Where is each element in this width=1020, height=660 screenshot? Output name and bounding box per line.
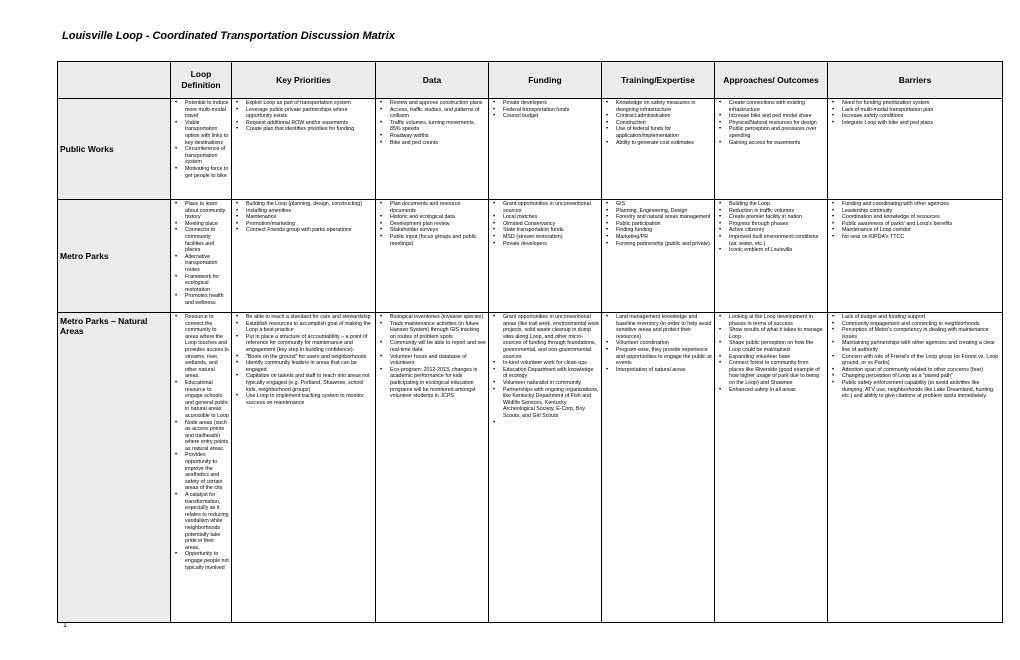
bullet-list bbox=[604, 201, 712, 247]
bullet-item: • Connector to community facilities and places bbox=[182, 227, 229, 253]
bullet-item: • Exploit Loop as part of transportation system bbox=[243, 100, 373, 107]
bullet-item: • Traffic volumes, turning movements, 85% speeds bbox=[387, 120, 486, 133]
bullet-item: • Resource to connect the community to areas where the Loop touches and provides access to streams, river, wetlands, and other natural areas. bbox=[182, 314, 229, 380]
bullet-item: • Marketing/PR bbox=[613, 234, 712, 241]
bullet-item: • Capitalize on talents and staff to reach into areas not typically engaged (e.g. Portland, Shawnee, school kids, neighborhood groups) bbox=[243, 373, 373, 393]
bullet-item: • Create plan that identifies priorities for funding bbox=[243, 126, 373, 133]
bullet-item: • Opportunity to engage people not typically involved bbox=[182, 551, 229, 571]
bullet-item: • Forestry and natural areas management bbox=[613, 214, 712, 221]
bullet-item: • Show results of what it takes to manage Loop bbox=[726, 327, 825, 340]
bullet-list bbox=[491, 201, 599, 247]
bullet-item: • Development plan review bbox=[387, 221, 486, 228]
bullet-item: • Biological inventories (invasive species) bbox=[387, 314, 486, 321]
bullet-item: • Historic and ecological data bbox=[387, 214, 486, 221]
document-title: Louisville Loop - Coordinated Transportation Discussion Matrix bbox=[62, 30, 395, 42]
bullet-list bbox=[604, 314, 712, 373]
bullet-list bbox=[378, 314, 486, 400]
table-cell bbox=[715, 200, 828, 313]
table-cell bbox=[489, 313, 602, 623]
bullet-list bbox=[491, 100, 599, 120]
table-cell bbox=[376, 200, 489, 313]
table-row bbox=[58, 200, 1003, 313]
bullet-item: • Volunteer naturalist in community bbox=[500, 380, 599, 387]
bullet-list bbox=[173, 201, 229, 307]
bullet-item: • Promotes health and wellness bbox=[182, 293, 229, 306]
bullet-list bbox=[378, 100, 486, 146]
bullet-list bbox=[173, 100, 229, 179]
bullet-list bbox=[234, 314, 373, 406]
row-header: Metro Parks – Natural Areas bbox=[58, 313, 171, 623]
bullet-item: • Contract administration bbox=[613, 113, 712, 120]
bullet-item: • Private developers bbox=[500, 241, 599, 248]
bullet-item: • Concern with role of Friend's of the Loop group (or Forest vs. Loop ground, or vs Parks) bbox=[839, 354, 1000, 367]
corner-cell bbox=[58, 62, 171, 99]
bullet-item: • Knowledge on safety measures in designing infrastructure bbox=[613, 100, 712, 113]
bullet-item: • Lack of budget and funding support bbox=[839, 314, 1000, 321]
table-row bbox=[58, 313, 1003, 623]
bullet-item: • Review and approve construction plans bbox=[387, 100, 486, 107]
row-header: Metro Parks bbox=[58, 200, 171, 313]
bullet-item: • Identify community leaders in areas that can be engaged bbox=[243, 360, 373, 373]
bullet-item: • Funding and coordinating with other agencies bbox=[839, 201, 1000, 208]
bullet-item: • Changing perception of Loop as a "paved path" bbox=[839, 373, 1000, 380]
bullet-item: • Active citizenry bbox=[726, 227, 825, 234]
bullet-item: • Motivating force to get people to bike bbox=[182, 166, 229, 179]
bullet-item: • Building the Loop (planning, design, constructing) bbox=[243, 201, 373, 208]
bullet-list bbox=[717, 100, 825, 146]
bullet-list bbox=[830, 314, 1000, 400]
bullet-item: • Leadership continuity bbox=[839, 208, 1000, 215]
bullet-item: • Stakeholder surveys bbox=[387, 227, 486, 234]
bullet-item: • Access, traffic studies, and patterns of collision bbox=[387, 107, 486, 120]
bullet-item: • Gaining access for easements bbox=[726, 140, 825, 147]
bullet-item: • Establish resources to accomplish goal of making the Loop a best practice bbox=[243, 321, 373, 334]
table-cell bbox=[171, 313, 232, 623]
table-cell bbox=[602, 313, 715, 623]
bullet-item: • Private developers bbox=[500, 100, 599, 107]
table-row bbox=[58, 99, 1003, 200]
bullet-item: • Public input (focus groups and public meetings) bbox=[387, 234, 486, 247]
bullet-item: • Federal transportation funds bbox=[500, 107, 599, 114]
bullet-item: • Maintenance bbox=[243, 214, 373, 221]
bullet-list bbox=[173, 314, 229, 571]
header-row bbox=[58, 62, 1003, 99]
bullet-item: • Need for funding prioritization system bbox=[839, 100, 1000, 107]
bullet-item: • Grant opportunities in unconventional sources bbox=[500, 201, 599, 214]
bullet-list bbox=[234, 201, 373, 234]
bullet-item: • Use of federal funds for application/implementation bbox=[613, 126, 712, 139]
bullet-item: • Coordination and knowledge of resources bbox=[839, 214, 1000, 221]
page-number: 1 bbox=[63, 622, 67, 629]
table-cell bbox=[232, 99, 376, 200]
bullet-item: • Ability to generate cost estimates bbox=[613, 140, 712, 147]
bullet-item: • Framework for ecological restoration bbox=[182, 274, 229, 294]
table-cell bbox=[171, 99, 232, 200]
bullet-item: • Attention span of community related to other concerns (fear) bbox=[839, 367, 1000, 374]
table-cell bbox=[232, 313, 376, 623]
bullet-item: • No seat on KIPDA's TTCC bbox=[839, 234, 1000, 241]
bullet-item: • Use Loop to implement tracking system to monitor success on maintenance bbox=[243, 393, 373, 406]
bullet-item: • Community engagement and connecting to neighborhoods bbox=[839, 321, 1000, 328]
bullet-item: • Promotion/marketing bbox=[243, 221, 373, 228]
bullet-item: • MSD (stream restoration) bbox=[500, 234, 599, 241]
bullet-item: • Alternative transportation routes bbox=[182, 254, 229, 274]
bullet-item: • Physical/Natural resources for design bbox=[726, 120, 825, 127]
bullet-item: • Maintaining partnerships with other agencies and creating a clear line of authority bbox=[839, 340, 1000, 353]
table-cell bbox=[828, 99, 1003, 200]
bullet-item: • Lack of multi-modal transportation plan bbox=[839, 107, 1000, 114]
bullet-list bbox=[830, 100, 1000, 126]
bullet-item: • Increase safety conditions bbox=[839, 113, 1000, 120]
bullet-item: • Leverage public-private partnerships where opportunity exists bbox=[243, 107, 373, 120]
bullet-item: • Public perception and pressures over spending bbox=[726, 126, 825, 139]
column-header: Barriers bbox=[828, 62, 1003, 99]
bullet-item: • Installing amenities bbox=[243, 208, 373, 215]
bullet-item: • Track maintenance activities (in future Hansen System) through GIS tracking on routes of problem spots bbox=[387, 321, 486, 341]
bullet-item: • Improved built environment conditions (air, water, etc.) bbox=[726, 234, 825, 247]
bullet-list bbox=[604, 100, 712, 146]
bullet-item: • GIS bbox=[613, 201, 712, 208]
table-cell bbox=[602, 200, 715, 313]
bullet-item: • Perception of Metro's competency in dealing with maintenance issues bbox=[839, 327, 1000, 340]
bullet-item: • Forming partnership (public and private) bbox=[613, 241, 712, 248]
bullet-item: • Construction bbox=[613, 120, 712, 127]
table-cell bbox=[602, 99, 715, 200]
bullet-item: • Finding funding bbox=[613, 227, 712, 234]
bullet-item: • "Boots on the ground" for users and neighborhoods bbox=[243, 354, 373, 361]
bullet-item: • Increase bike and ped modal share bbox=[726, 113, 825, 120]
bullet-item: • Maintenance of Loop corridor bbox=[839, 227, 1000, 234]
bullet-item: • Potential to induce more multi-modal travel bbox=[182, 100, 229, 120]
bullet-item: • Building the Loop bbox=[726, 201, 825, 208]
bullet-item: • Council budget bbox=[500, 113, 599, 120]
discussion-matrix bbox=[57, 61, 1003, 623]
bullet-item: • Connect Friends group with parks operations bbox=[243, 227, 373, 234]
column-header: Training/Expertise bbox=[602, 62, 715, 99]
bullet-item: • Volunteer hours and database of volunteers bbox=[387, 354, 486, 367]
bullet-item: • Connect forest to community from places like Riverside (good example of how higher usage of park due to being on the Loop) and Shawnee bbox=[726, 360, 825, 386]
bullet-list bbox=[717, 201, 825, 254]
table-cell bbox=[376, 99, 489, 200]
bullet-item: • Iconic emblem of Louisville bbox=[726, 247, 825, 254]
bullet-item: • Plan documents and resource documents bbox=[387, 201, 486, 214]
column-header: Data bbox=[376, 62, 489, 99]
bullet-item: • Community will be able to report and see real-time data bbox=[387, 340, 486, 353]
bullet-item: • In-kind volunteer work for clean-ups bbox=[500, 360, 599, 367]
bullet-item: • Shape public perception on how the Loop could be maintained bbox=[726, 340, 825, 353]
bullet-item: • Put in place a structure of accountability – a point of reference for community for maintenance and engagement (key step in building confidence). bbox=[243, 334, 373, 354]
bullet-item: • Interpretation of natural areas bbox=[613, 367, 712, 374]
bullet-item: • Meeting place bbox=[182, 221, 229, 228]
bullet-item: • Create premier facility in nation bbox=[726, 214, 825, 221]
table-cell bbox=[715, 99, 828, 200]
bullet-list bbox=[717, 314, 825, 393]
row-header: Public Works bbox=[58, 99, 171, 200]
table-cell bbox=[828, 200, 1003, 313]
bullet-item: • Bike and ped counts bbox=[387, 140, 486, 147]
bullet-item: • Eco-program: 2012-2013, changes in academic performance for kids participating in ecological education programs will be monitored amongst volunteer students in JCPS bbox=[387, 367, 486, 400]
bullet-item: • Land management knowledge and baseline inventory (in order to help avoid sensitive areas and protect their resources) bbox=[613, 314, 712, 340]
bullet-item: • Public safety enforcement capability (to avoid activities like dumping, ATV use, neighborhoods like Lake Dreamland, hunting, etc.) and ability to give citations at problem spots immediately. bbox=[839, 380, 1000, 400]
bullet-item: • Provides opportunity to improve the aesthetics and safety of certain areas of the city. bbox=[182, 452, 229, 492]
column-header: Loop Definition bbox=[171, 62, 232, 99]
bullet-item: • Be able to reach a standard for care and stewardship bbox=[243, 314, 373, 321]
bullet-item: • Partnerships with ongoing organizations, like Kentucky Department of Fish and Wildlife Services, Kentucky Archeological Society, E-Corp, Boy Scouts, and Girl Scouts bbox=[500, 387, 599, 420]
table-cell bbox=[376, 313, 489, 623]
table-cell bbox=[828, 313, 1003, 623]
bullet-list bbox=[234, 100, 373, 133]
bullet-item: • Local matches bbox=[500, 214, 599, 221]
bullet-item: • Integrate Loop with bike and ped plans bbox=[839, 120, 1000, 127]
bullet-item: • Olmsted Conservancy bbox=[500, 221, 599, 228]
table-cell bbox=[715, 313, 828, 623]
bullet-list bbox=[378, 201, 486, 247]
column-header: Funding bbox=[489, 62, 602, 99]
bullet-item: • Education Department with knowledge of ecology bbox=[500, 367, 599, 380]
bullet-list bbox=[491, 314, 599, 420]
bullet-item: • Enhanced safety in all areas bbox=[726, 387, 825, 394]
column-header: Key Priorities bbox=[232, 62, 376, 99]
bullet-item: • Public awareness of parks' and Loop's benefits bbox=[839, 221, 1000, 228]
bullet-item: • Roadway widths bbox=[387, 133, 486, 140]
bullet-item: • Reduction in traffic volumes bbox=[726, 208, 825, 215]
bullet-item: • Program-wise, they provide experience and opportunities to engage the public at events bbox=[613, 347, 712, 367]
table-cell bbox=[171, 200, 232, 313]
table-cell bbox=[489, 200, 602, 313]
bullet-item: • Educational resource to engage schools and general public in natural areas accessible to Loop bbox=[182, 380, 229, 420]
bullet-item: • Expanding volunteer base bbox=[726, 354, 825, 361]
bullet-item: • State transportation funds bbox=[500, 227, 599, 234]
bullet-item: • Progress through phases bbox=[726, 221, 825, 228]
bullet-item: • Volunteer coordination bbox=[613, 340, 712, 347]
bullet-item: • Looking at the Loop development in phases in terms of success bbox=[726, 314, 825, 327]
table-cell bbox=[232, 200, 376, 313]
column-header: Approaches/ Outcomes bbox=[715, 62, 828, 99]
bullet-item: • Node areas (such as access points and trailheads) where entry points as natural areas bbox=[182, 420, 229, 453]
bullet-item: • Create connections with existing infrastructure bbox=[726, 100, 825, 113]
bullet-item: • Planning, Engineering, Design bbox=[613, 208, 712, 215]
bullet-item: • Request additional ROW and/or easements bbox=[243, 120, 373, 127]
bullet-item: • Place to learn about community history bbox=[182, 201, 229, 221]
bullet-item: • Viable transportation option with links to key destinations bbox=[182, 120, 229, 146]
table-cell bbox=[489, 99, 602, 200]
bullet-list bbox=[830, 201, 1000, 241]
bullet-item: • A catalyst for transformation, especially as it relates to reducing vandalism while neighborhoods potentially take pride in their areas. bbox=[182, 492, 229, 551]
bullet-item: • Grant opportunities in unconventional areas (like trail work, environmental work projects, solid waste cleanup in dump sites along Loop, and other micro-sources of funding through foundations, governmental, and non-governmental sources bbox=[500, 314, 599, 360]
bullet-item: • Public participation bbox=[613, 221, 712, 228]
bullet-item: • Circumference of transportation system bbox=[182, 146, 229, 166]
